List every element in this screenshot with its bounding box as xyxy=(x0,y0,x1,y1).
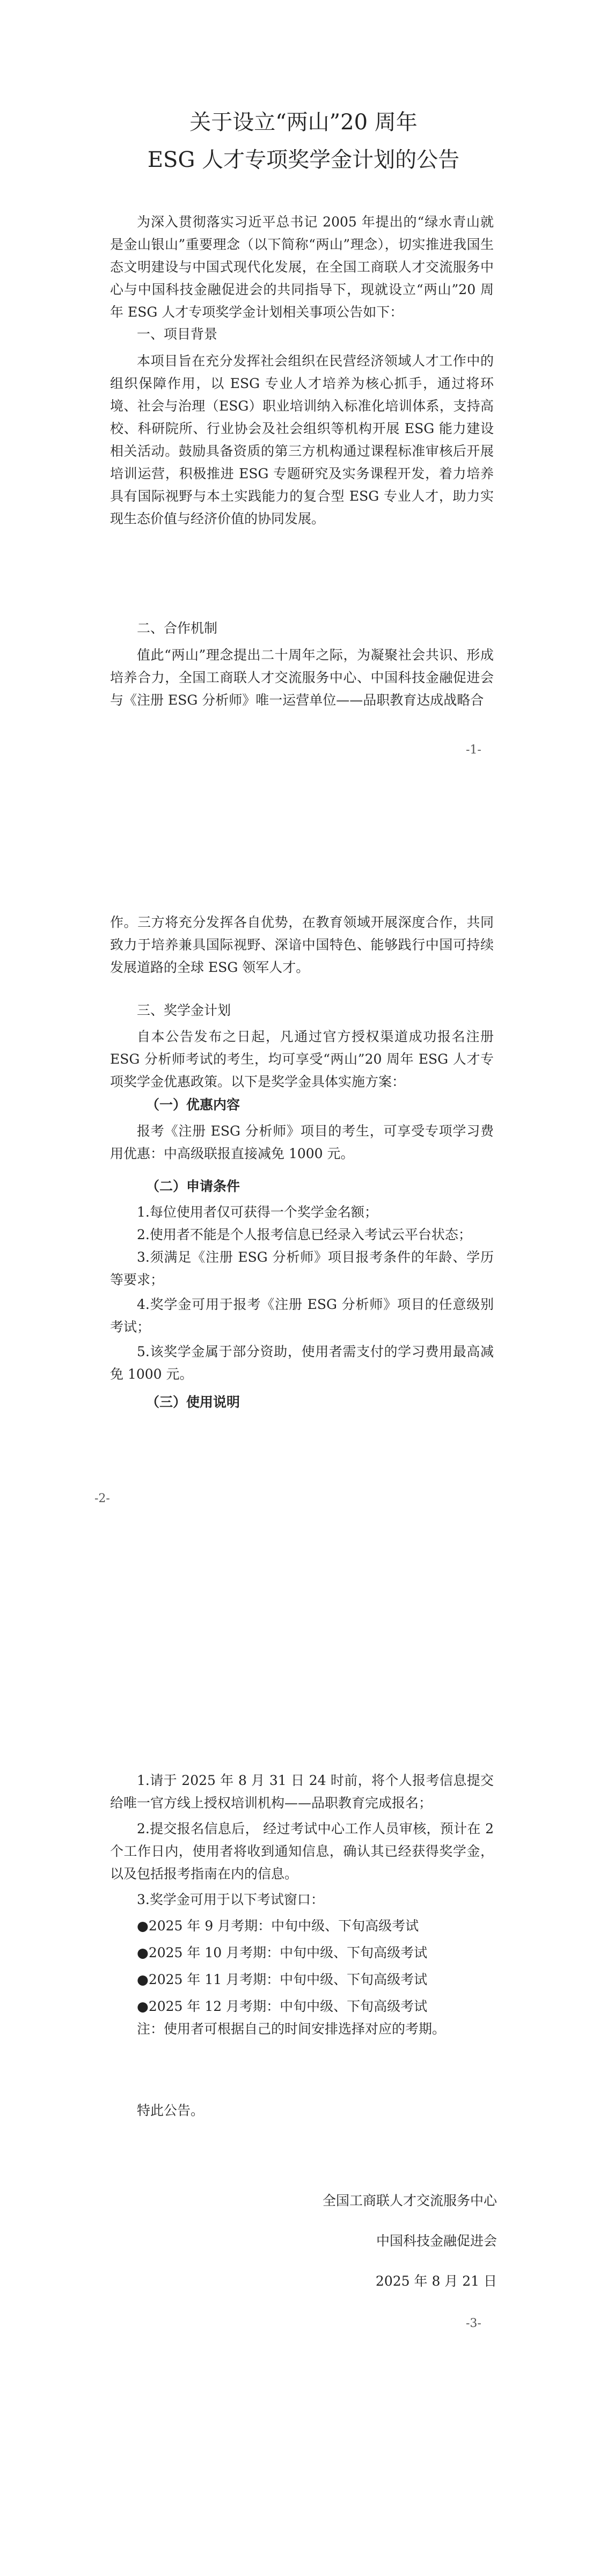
page-number-1: -1- xyxy=(466,743,481,757)
exam-window-1: ●2025 年 9 月考期：中旬中级、下旬高级考试 xyxy=(137,1918,419,1934)
condition-item-5: 5.该奖学金属于部分资助，使用者需支付的学习费用最高减免 1000 元。 xyxy=(110,1344,494,1382)
usage-item-2: 2.提交报名信息后， 经过考试中心工作人员审核，预计在 2 个工作日内，使用者将收到通知信息，确认其已经获得奖学金，以及包括报考指南在内的信息。 xyxy=(110,1821,494,1882)
signature-org-2: 中国科技金融促进会 xyxy=(376,2233,497,2249)
title-line-1: 关于设立“两山”20 周年 xyxy=(189,110,418,135)
condition-item-3: 3.须满足《注册 ESG 分析师》项目报考条件的年龄、学历等要求； xyxy=(110,1249,494,1287)
closing-statement: 特此公告。 xyxy=(137,2103,204,2118)
page-number-3: -3- xyxy=(466,2317,481,2330)
usage-item-3: 3.奖学金可用于以下考试窗口： xyxy=(137,1892,324,1907)
exam-note: 注：使用者可根据自己的时间安排选择对应的考期。 xyxy=(137,2021,446,2037)
section-2-paragraph-part-2: 作。三方将充分发挥各自优势，在教育领域开展深度合作，共同致力于培养兼具国际视野、深谙中国特色、能够践行中国可持续发展道路的全球 ESG 领军人才。 xyxy=(110,914,494,975)
title-line-2: ESG 人才专项奖学金计划的公告 xyxy=(147,148,460,172)
intro-paragraph: 为深入贯彻落实习近平总书记 2005 年提出的“绿水青山就是金山银山”重要理念（以下简称“两山”理念），切实推进我国生态文明建设与中国式现代化发展，在全国工商联人才交流服务中心与中国科技金融促进会的共同指导下，现就设立“两山”20 周年 ESG 人才专项奖学金计划相关事项公告如下： xyxy=(110,214,494,320)
signature-date: 2025 年 8 月 21 日 xyxy=(375,2273,497,2289)
subsection-1-paragraph: 报考《注册 ESG 分析师》项目的考生，可享受专项学习费用优惠：中高级联报直接减免 1000 元。 xyxy=(110,1123,494,1161)
section-3-heading: 三、奖学金计划 xyxy=(137,1002,231,1018)
subsection-2-heading: （二）申请条件 xyxy=(146,1179,240,1194)
condition-item-2: 2.使用者不能是个人报考信息已经录入考试云平台状态； xyxy=(137,1227,472,1242)
subsection-1-heading: （一）优惠内容 xyxy=(146,1097,240,1113)
section-1-paragraph: 本项目旨在充分发挥社会组织在民营经济领域人才工作中的组织保障作用，以 ESG 专业人才培养为核心抓手，通过将环境、社会与治理（ESG）职业培训纳入标准化培训体系，支持高校、科研院所、行业协会及社会组织等机构开展 ESG 能力建设相关活动。鼓励具备资质的第三方机构通过课程标准审核后开展培训运营，积极推进 ESG 专题研究及实务课程开发，着力培养具有国际视野与本土实践能力的复合型 ESG 专业人才，助力实现生态价值与经济价值的协同发展。 xyxy=(110,353,494,526)
page-3 xyxy=(0,1717,607,2576)
usage-item-1: 1.请于 2025 年 8 月 31 日 24 时前，将个人报考信息提交给唯一官方线上授权培训机构——品职教育完成报名； xyxy=(110,1773,494,1811)
condition-item-4: 4.奖学金可用于报考《注册 ESG 分析师》项目的任意级别考试； xyxy=(110,1297,494,1335)
page-number-2: -2- xyxy=(94,1492,110,1505)
subsection-3-heading: （三）使用说明 xyxy=(146,1394,240,1410)
section-2-heading: 二、合作机制 xyxy=(137,620,218,636)
exam-window-2: ●2025 年 10 月考期：中旬中级、下旬高级考试 xyxy=(137,1945,428,1960)
section-3-paragraph: 自本公告发布之日起，凡通过官方授权渠道成功报名注册 ESG 分析师考试的考生，均可享受“两山”20 周年 ESG 人才专项奖学金优惠政策。以下是奖学金具体实施方案： xyxy=(110,1029,494,1089)
condition-item-1: 1.每位使用者仅可获得一个奖学金名额； xyxy=(137,1204,378,1220)
page-1 xyxy=(0,0,607,859)
section-2-paragraph-part-1: 值此“两山”理念提出二十周年之际，为凝聚社会共识、形成培养合力，全国工商联人才交流服务中心、中国科技金融促进会与《注册 ESG 分析师》唯一运营单位——品职教育达成战略合 xyxy=(110,647,494,708)
exam-window-3: ●2025 年 11 月考期：中旬中级、下旬高级考试 xyxy=(137,1972,428,1987)
page-2 xyxy=(0,859,607,1717)
section-1-heading: 一、项目背景 xyxy=(137,326,218,342)
exam-window-4: ●2025 年 12 月考期：中旬中级、下旬高级考试 xyxy=(137,1999,428,2014)
signature-org-1: 全国工商联人才交流服务中心 xyxy=(322,2193,497,2208)
